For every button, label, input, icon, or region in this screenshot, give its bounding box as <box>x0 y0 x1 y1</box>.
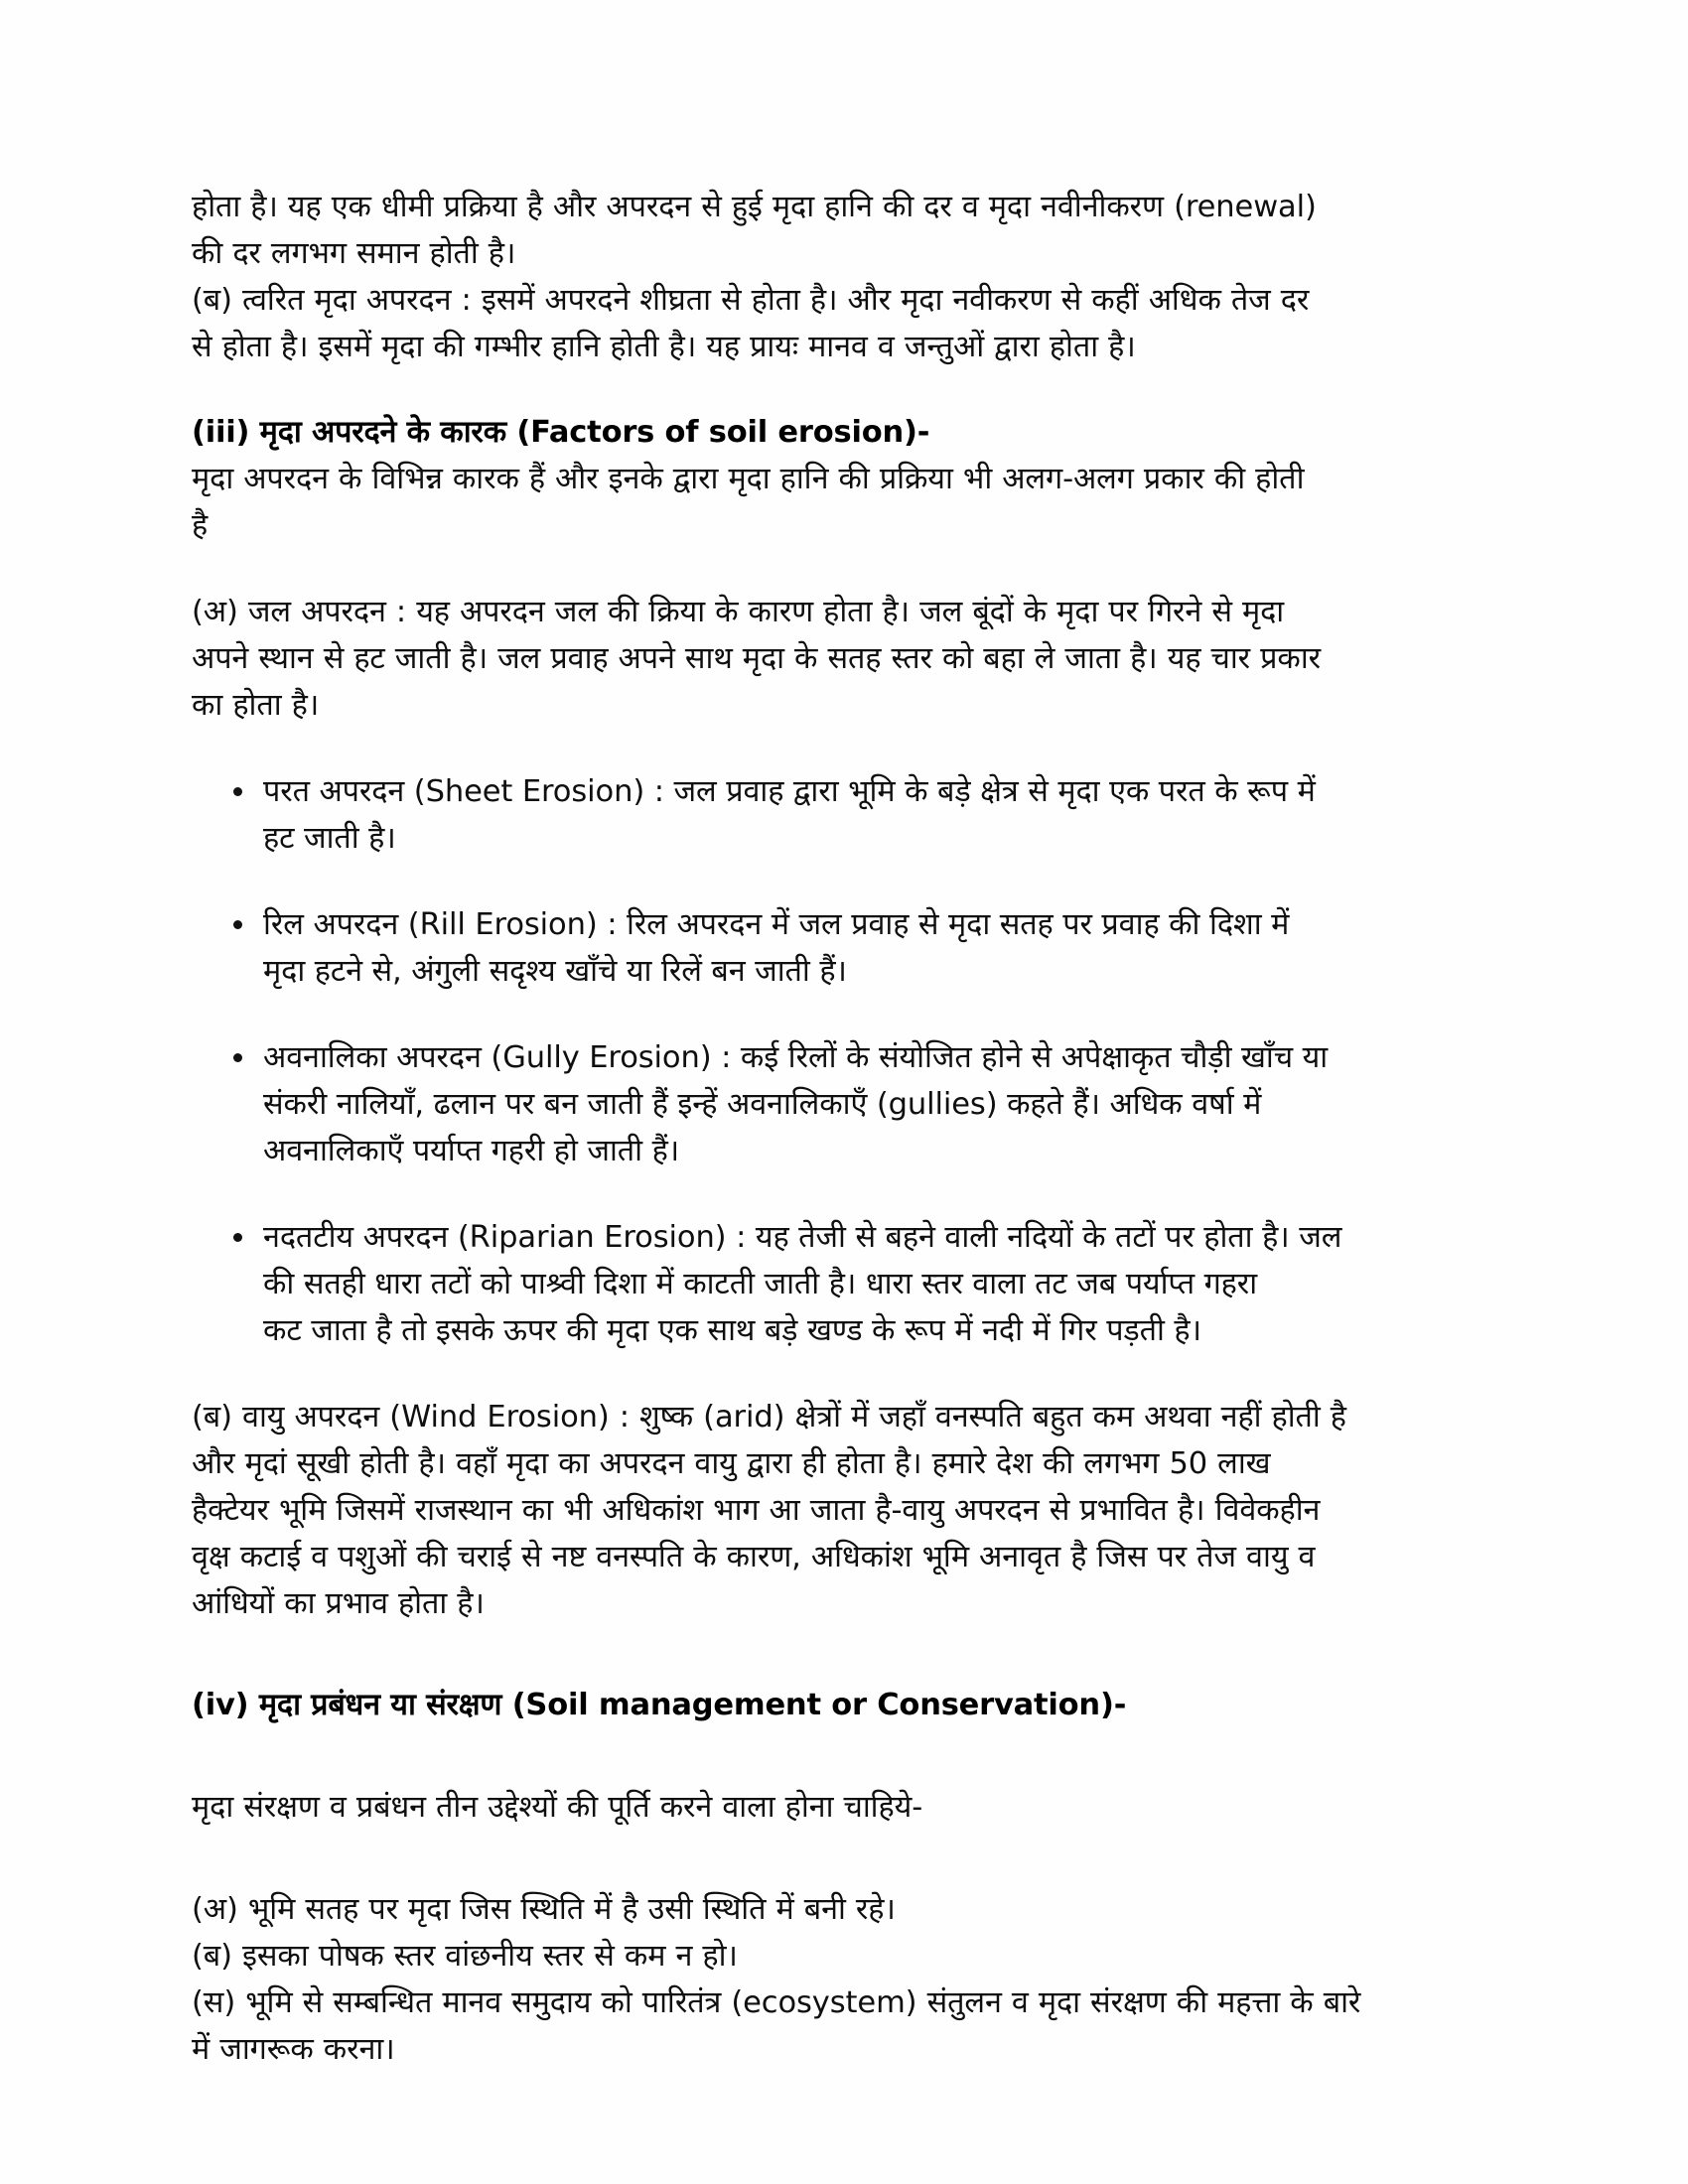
text-line: (ब) त्वरित मृदा अपरदन : इसमें अपरदने शीघ्रता से होता है। और मृदा नवीकरण से कहीं अधिक तेज दर <box>192 283 1310 318</box>
spacer <box>192 370 1492 410</box>
text-line: से होता है। इसमें मृदा की गम्भीर हानि होती है। यह प्रायः मानव व जन्तुओं द्वारा होता है। <box>192 330 1136 364</box>
text-line: कट जाता है तो इसके ऊपर की मृदा एक साथ बड़े खण्ड के रूप में नदी में गिर पड़ती है। <box>263 1313 1201 1348</box>
text-line: नदतटीय अपरदन (Riparian Erosion) : यह तेजी से बहने वाली नदियों के तटों पर होता है। जल <box>263 1220 1342 1255</box>
spacer <box>192 549 1492 589</box>
bullet-point-icon <box>233 1053 242 1062</box>
text-line: का होता है। <box>192 688 320 723</box>
text-line: हैक्टेयर भूमि जिसमें राजस्थान का भी अधिकांश भाग आ जाता है-वायु अपरदन से प्रभावित है। विवेकहीन <box>192 1493 1321 1528</box>
bullet-point-icon <box>233 787 242 796</box>
spacer <box>192 1627 1492 1683</box>
text-line: अवनालिका अपरदन (Gully Erosion) : कई रिलों के संयोजित होने से अपेक्षाकृत चौड़ी खाँच या <box>263 1040 1329 1075</box>
heading-factors-of-soil-erosion: (iii) मृदा अपरदने के कारक (Factors of soil erosion)- <box>192 415 930 450</box>
spacer <box>192 729 1492 768</box>
text-line: वृक्ष कटाई व पशुओं की चराई से नष्ट वनस्पति के कारण, अधिकांश भूमि अनावृत है जिस पर तेज वायु व <box>192 1540 1316 1574</box>
text-line: की सतही धारा तटों को पाश्र्वी दिशा में काटती जाती है। धारा स्तर वाला तट जब पर्याप्त गहरा <box>263 1267 1258 1301</box>
water-erosion-types-list <box>192 768 1492 1354</box>
list-item-text <box>263 1034 1492 1174</box>
spacer <box>192 1354 1492 1394</box>
text-line: मृदा अपरदन के विभिन्न कारक हैं और इनके द्वारा मृदा हानि की प्रक्रिया भी अलग-अलग प्रकार की होती <box>192 462 1305 496</box>
text-line: (ब) वायु अपरदन (Wind Erosion) : शुष्क (arid) क्षेत्रों में जहाँ वनस्पति बहुत कम अथवा नहीं होती है <box>192 1400 1346 1434</box>
list-item-text <box>263 1214 1492 1354</box>
text-line: अवनालिकाएँ पर्याप्त गहरी हो जाती हैं। <box>263 1134 680 1168</box>
text-line: रिल अपरदन (Rill Erosion) : रिल अपरदन में जल प्रवाह से मृदा सतह पर प्रवाह की दिशा में <box>263 907 1290 942</box>
paragraph-wind-erosion <box>192 1394 1492 1627</box>
text-line: संकरी नालियाँ, ढलान पर बन जाती हैं इन्हें अवनालिकाएँ (gullies) कहते हैं। अधिक वर्षा में <box>263 1087 1262 1122</box>
paragraph-objectives <box>192 1886 1492 2073</box>
bullet-point-icon <box>233 920 242 929</box>
list-item-text <box>263 768 1492 862</box>
text-line: (ब) इसका पोषक स्तर वांछनीय स्तर से कम न हो। <box>192 1939 738 1974</box>
page-content <box>192 184 1492 2073</box>
heading-soil-management-conservation: (iv) मृदा प्रबंधन या संरक्षण (Soil management or Conservation)- <box>192 1688 1127 1722</box>
paragraph-continuation <box>192 184 1492 277</box>
list-item <box>192 768 1492 862</box>
text-line: अपने स्थान से हट जाती है। जल प्रवाह अपने साथ मृदा के सतह स्तर को बहा ले जाता है। यह चार प्रकार <box>192 641 1321 676</box>
spacer <box>192 1728 1492 1784</box>
text-line: मृदा संरक्षण व प्रबंधन तीन उद्देश्यों की पूर्ति करने वाला होना चाहिये- <box>192 1790 923 1825</box>
spacer <box>192 1831 1492 1886</box>
text-line: परत अपरदन (Sheet Erosion) : जल प्रवाह द्वारा भूमि के बड़े क्षेत्र से मृदा एक परत के रूप में <box>263 774 1316 809</box>
text-line: (स) भूमि से सम्बन्धित मानव समुदाय को पारितंत्र (ecosystem) संतुलन व मृदा संरक्षण की महत्ता के बारे <box>192 1985 1361 2020</box>
text-line: और मृदां सूखी होती है। वहाँ मृदा का अपरदन वायु द्वारा ही होता है। हमारे देश की लगभग 50 लाख <box>192 1446 1271 1481</box>
text-line: होता है। यह एक धीमी प्रक्रिया है और अपरदन से हुई मृदा हानि की दर व मृदा नवीनीकरण (renewal) <box>192 190 1317 224</box>
list-item <box>192 901 1492 995</box>
text-line: की दर लगभग समान होती है। <box>192 236 516 271</box>
paragraph-factors-intro <box>192 456 1492 549</box>
paragraph-conservation-intro <box>192 1784 1492 1831</box>
text-line: (अ) जल अपरदन : यह अपरदन जल की क्रिया के कारण होता है। जल बूंदों के मृदा पर गिरने से मृदा <box>192 595 1285 629</box>
text-line: मृदा हटने से, अंगुली सदृश्य खाँचे या रिलें बन जाती हैं। <box>263 954 847 989</box>
text-line: में जागरूक करना। <box>192 2032 395 2067</box>
text-line: (अ) भूमि सतह पर मृदा जिस स्थिति में है उसी स्थिति में बनी रहे। <box>192 1892 896 1927</box>
text-line: है <box>192 508 209 543</box>
list-item-text <box>263 901 1492 995</box>
paragraph-rapid-erosion <box>192 277 1492 370</box>
text-line: हट जाती है। <box>263 821 396 856</box>
list-item <box>192 1214 1492 1354</box>
bullet-point-icon <box>233 1233 242 1242</box>
paragraph-water-erosion <box>192 589 1492 729</box>
list-item <box>192 1034 1492 1174</box>
text-line: आंधियों का प्रभाव होता है। <box>192 1586 485 1621</box>
